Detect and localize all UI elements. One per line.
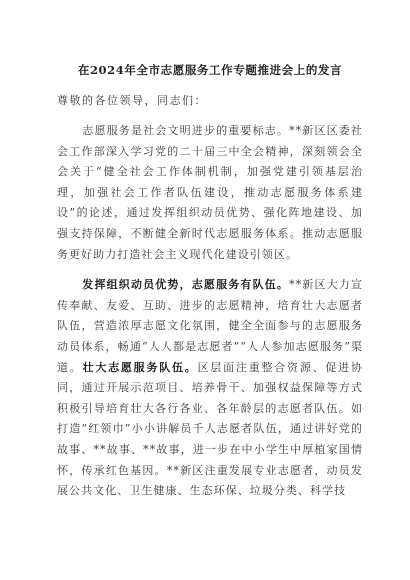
section-text: **新区大力宣传奉献、友爱、互助、进步的志愿精神，培育壮大志愿者队伍，营造浓厚志愿文化氛围，健全全面参与的志愿服务动员体系，畅通“人人都是志愿者”“人人参加志愿服务”渠道。 bbox=[57, 278, 363, 374]
section-heading: 发挥组织动员优势，志愿服务有队伍。 bbox=[82, 278, 290, 292]
intro-paragraph: 志愿服务是社会文明进步的重要标志。**新区区委社会工作部深入学习党的二十届三中全会精神，深刻领会全会关于“健全社会工作体制机制，加强党建引领基层治理，加强社会工作者队伍建设，推动志愿服务体系建设”的论述，通过发挥组织动员优势、强化阵地建设、加强支持保障，不断健全新时代志愿服务体系。推动志愿服务更好助力打造社会主义现代化建设引领区。 bbox=[57, 124, 363, 261]
subsection-text: 区层面注重整合资源、促进协同，通过开展示范项目、培养骨干、加强权益保障等方式积极引导培育壮大各行各业、各年龄层的志愿者队伍。如打造“红领巾”小小讲解员千人志愿者队伍，通过讲好党的故事、**故事、**故事，进一步在中小学生中厚植家国情怀，传承红色基因。**新区注重发展专业志愿者，动员发展公共文化、卫生健康、生态环保、垃圾分类、科学技 bbox=[57, 360, 363, 498]
subsection-heading: 壮大志愿服务队伍。 bbox=[82, 360, 198, 374]
greeting: 尊敬的各位领导，同志们： bbox=[57, 94, 207, 107]
document-title: 在2024年全市志愿服务工作专题推进会上的发言 bbox=[77, 63, 343, 77]
section-paragraph bbox=[57, 275, 363, 502]
